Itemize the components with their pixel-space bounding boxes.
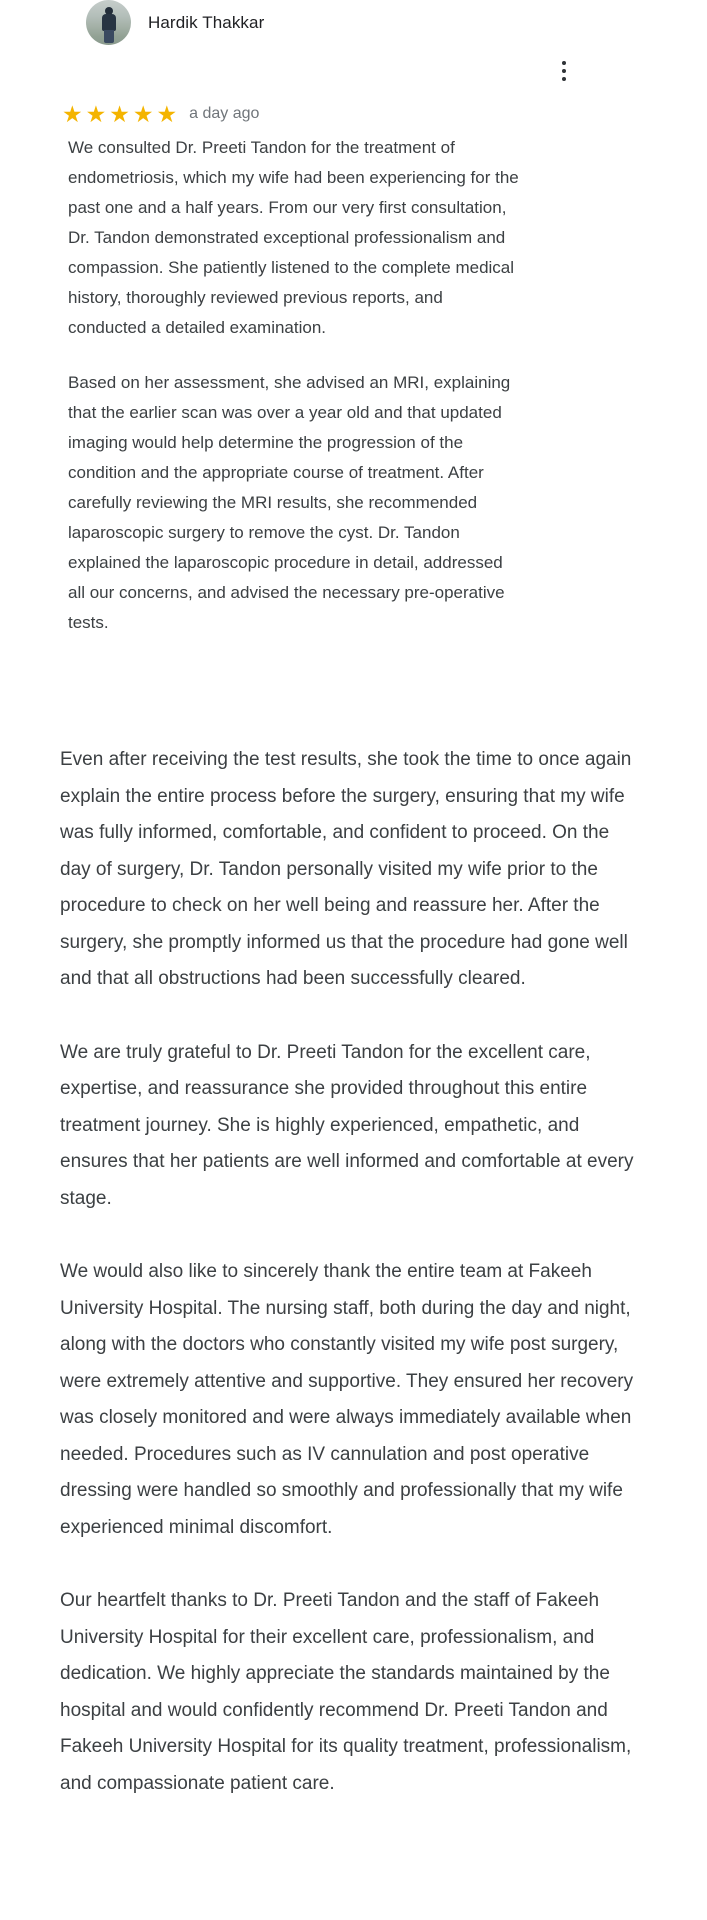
review-paragraph-5: We would also like to sincerely thank the entire team at Fakeeh University Hospital. The nursing staff, both during the day and night, along with the doctors who constantly visited my wife post surgery, were extremely attentive and supportive. They ensured her recovery was closely monitored and were always immediately available when needed. Procedures such as IV cannulation and post operative dressing were handled so smoothly and professionally that my wife experienced minimal discomfort. <box>60 1261 634 1538</box>
star-icon: ★ <box>62 101 86 127</box>
avatar-person-body <box>102 14 116 31</box>
review-paragraph-4: We are truly grateful to Dr. Preeti Tandon for the excellent care, expertise, and reassurance she provided throughout this entire treatment journey. She is highly experienced, empathetic, and ensures that her patients are well informed and comfortable at every stage. <box>60 1041 634 1209</box>
review-text-block-2 <box>60 742 638 1802</box>
review-header <box>86 0 264 45</box>
kebab-dot <box>562 77 566 81</box>
more-options-button[interactable] <box>547 52 581 90</box>
star-icon: ★ <box>156 101 181 127</box>
star-rating <box>62 101 180 127</box>
kebab-dot <box>562 61 566 65</box>
kebab-menu-icon <box>562 61 566 81</box>
avatar-person-legs <box>104 30 114 43</box>
rating-row <box>62 101 259 127</box>
star-icon: ★ <box>109 101 133 127</box>
star-icon: ★ <box>85 101 110 127</box>
avatar[interactable] <box>86 0 131 45</box>
review-paragraph-3: Even after receiving the test results, she took the time to once again explain the entire process before the surgery, ensuring that my wife was fully informed, comfortable, and confident to proceed. On the day of surgery, Dr. Tandon personally visited my wife prior to the procedure to check on her well being and reassure her. After the surgery, she promptly informed us that the procedure had gone well and that all obstructions had been successfully cleared. <box>60 749 632 989</box>
review-timestamp: a day ago <box>189 105 260 122</box>
kebab-dot <box>562 69 566 73</box>
review-paragraph-1: We consulted Dr. Preeti Tandon for the treatment of endometriosis, which my wife had been experiencing for the past one and a half years. From our very first consultation, Dr. Tandon demonstrated exceptional professionalism and compassion. She patiently listened to the complete medical history, thoroughly reviewed previous reports, and conducted a detailed examination. <box>68 138 519 337</box>
review-text-block-1 <box>68 133 523 638</box>
review-paragraph-2: Based on her assessment, she advised an MRI, explaining that the earlier scan was over a year old and that updated imaging would help determine the progression of the condition and the appropriate course of treatment. After carefully reviewing the MRI results, she recommended laparoscopic surgery to remove the cyst. Dr. Tandon explained the laparoscopic procedure in detail, addressed all our concerns, and advised the necessary pre-operative tests. <box>68 373 511 632</box>
star-icon: ★ <box>132 101 157 127</box>
review-paragraph-6: Our heartfelt thanks to Dr. Preeti Tandon and the staff of Fakeeh University Hospital for their excellent care, professionalism, and dedication. We highly appreciate the standards maintained by the hospital and would confidently recommend Dr. Preeti Tandon and Fakeeh University Hospital for its quality treatment, professionalism, and compassionate patient care. <box>60 1590 632 1794</box>
reviewer-name[interactable]: Hardik Thakkar <box>148 12 265 32</box>
